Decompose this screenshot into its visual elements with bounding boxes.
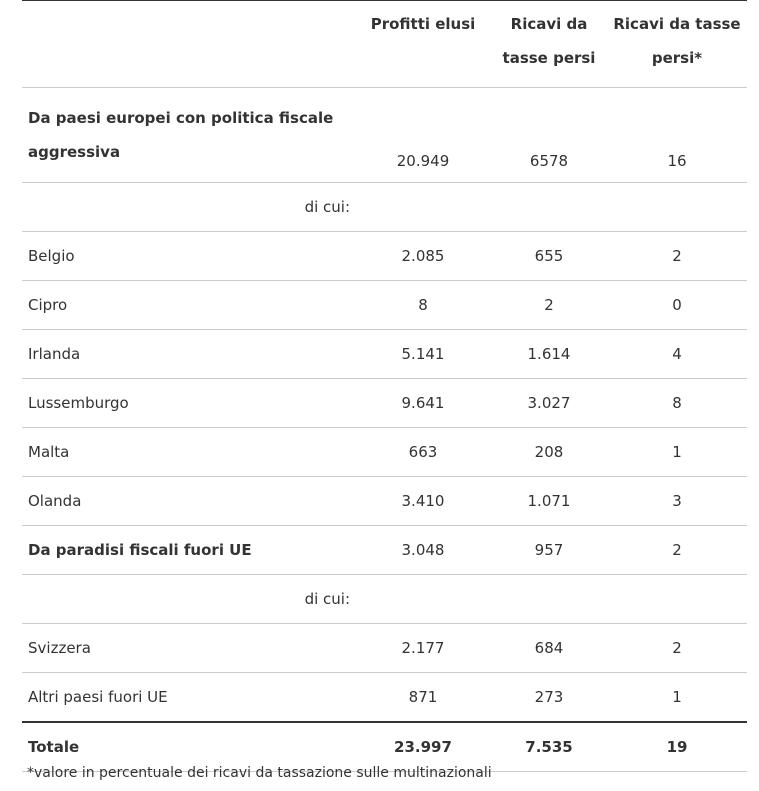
cell-profitti: 9.641 [355,379,491,428]
table-row [22,624,747,673]
cell-ricavi-percent: 1 [607,428,747,477]
cell-ricavi: 6578 [491,88,607,183]
footnote: *valore in percentuale dei ricavi da tassazione sulle multinazionali [27,765,492,781]
table-row [22,330,747,379]
total-ricavi: 7.535 [491,722,607,772]
total-profitti: 23.997 [355,722,491,772]
cell-ricavi: 957 [491,526,607,575]
cell-ricavi: 2 [491,281,607,330]
cell-profitti: 8 [355,281,491,330]
row-label: Olanda [22,477,355,526]
cell-ricavi-percent: 4 [607,330,747,379]
table-row [22,281,747,330]
row-label: Malta [22,428,355,477]
cell-ricavi: 684 [491,624,607,673]
row-label: Da paradisi fiscali fuori UE [22,526,355,575]
cell-ricavi: 1.071 [491,477,607,526]
cell-ricavi-percent: 2 [607,526,747,575]
cell-profitti: 2.177 [355,624,491,673]
cell-ricavi: 273 [491,673,607,723]
cell-ricavi-percent: 0 [607,281,747,330]
cell-ricavi-percent: 2 [607,232,747,281]
header-ricavi-persi-percent: Ricavi da tasse persi* [613,15,741,67]
cell-profitti: 20.949 [355,88,491,183]
cell-ricavi-percent [607,575,747,624]
cell-ricavi-percent: 1 [607,673,747,723]
cell-profitti [355,575,491,624]
cell-profitti: 663 [355,428,491,477]
cell-ricavi-percent: 3 [607,477,747,526]
cell-ricavi: 3.027 [491,379,607,428]
table-container [22,0,747,772]
cell-ricavi: 208 [491,428,607,477]
row-label: Da paesi europei con politica fiscale aggressiva [22,88,355,183]
cell-ricavi-percent: 2 [607,624,747,673]
cell-profitti: 871 [355,673,491,723]
total-ricavi-percent: 19 [607,722,747,772]
table-row [22,232,747,281]
table-row [22,183,747,232]
table-row [22,575,747,624]
cell-ricavi: 1.614 [491,330,607,379]
cell-ricavi [491,575,607,624]
row-label: Altri paesi fuori UE [22,673,355,723]
cell-ricavi-percent [607,183,747,232]
row-label: Belgio [22,232,355,281]
header-empty [22,1,355,88]
row-label: di cui: [22,575,355,624]
header-profitti-elusi: Profitti elusi [370,15,476,33]
tax-table [22,0,747,772]
header-row [22,1,747,88]
cell-profitti: 5.141 [355,330,491,379]
total-label: Totale [22,722,355,772]
row-label: Irlanda [22,330,355,379]
table-row [22,88,747,183]
table-row [22,428,747,477]
row-label: di cui: [22,183,355,232]
cell-ricavi: 655 [491,232,607,281]
cell-profitti: 3.048 [355,526,491,575]
cell-profitti [355,183,491,232]
cell-profitti: 3.410 [355,477,491,526]
header-ricavi-persi: Ricavi da tasse persi [502,15,596,67]
row-label: Cipro [22,281,355,330]
cell-ricavi [491,183,607,232]
row-label: Lussemburgo [22,379,355,428]
table-row [22,673,747,723]
cell-ricavi-percent: 16 [607,88,747,183]
cell-ricavi-percent: 8 [607,379,747,428]
table-row [22,477,747,526]
table-row [22,379,747,428]
table-row [22,526,747,575]
cell-profitti: 2.085 [355,232,491,281]
row-label: Svizzera [22,624,355,673]
